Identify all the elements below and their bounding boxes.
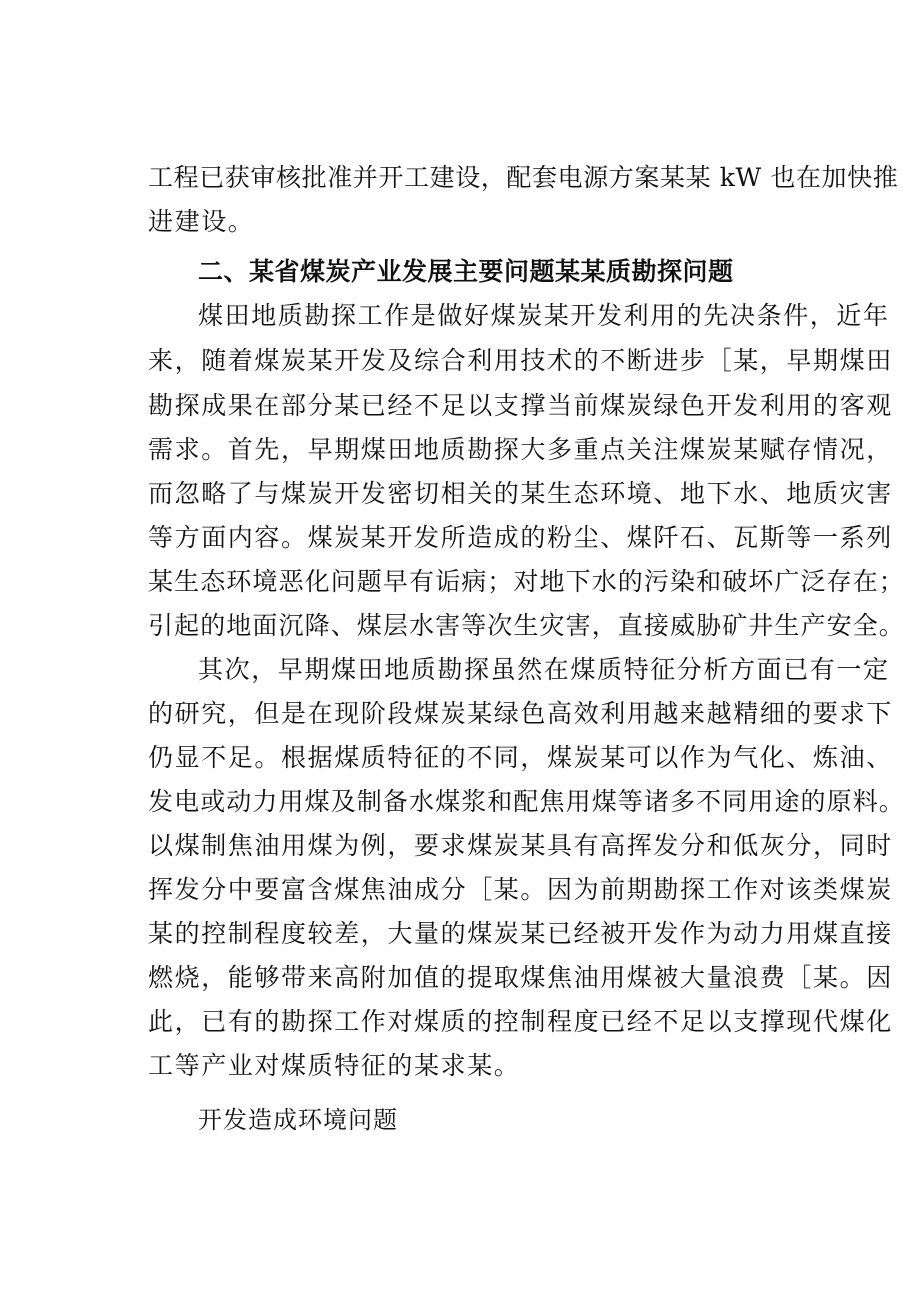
body-text-line: 来，随着煤炭某开发及综合利用技术的不断进步［某，早期煤田 [148, 346, 893, 375]
body-text-line: 仍显不足。根据煤质特征的不同，煤炭某可以作为气化、炼油、 [148, 743, 893, 772]
body-text-line: 等方面内容。煤炭某开发所造成的粉尘、煤阡石、瓦斯等一系列 [148, 523, 893, 552]
body-text-line: 引起的地面沉降、煤层水害等次生灾害，直接威胁矿井生产安全。 [148, 611, 905, 640]
body-text-line: 发电或动力用煤及制备水煤浆和配焦用煤等诸多不同用途的原料。 [148, 787, 905, 816]
section-heading: 二、某省煤炭产业发展主要问题某某质勘探问题 [198, 257, 734, 286]
body-text-line: 燃烧，能够带来高附加值的提取煤焦油用煤被大量浪费［某。因 [148, 963, 893, 992]
body-text-line: 进建设。 [148, 207, 255, 236]
body-text-line: 某的控制程度较差，大量的煤炭某已经被开发作为动力用煤直接 [148, 919, 893, 948]
body-text-line: 而忽略了与煤炭开发密切相关的某生态环境、地下水、地质灾害 [148, 479, 893, 508]
body-text-line: 的研究，但是在现阶段煤炭某绿色高效利用越来越精细的要求下 [148, 699, 893, 728]
paragraph-first-line: 煤田地质勘探工作是做好煤炭某开发利用的先决条件，近年 [198, 301, 890, 330]
body-text-line: 挥发分中要富含煤焦油成分［某。因为前期勘探工作对该类煤炭 [148, 875, 893, 904]
body-text-line: 勘探成果在部分某已经不足以支撑当前煤炭绿色开发利用的客观 [148, 391, 893, 420]
body-text-line: 工程已获审核批准并开工建设，配套电源方案某某 kW 也在加快推 [148, 163, 899, 192]
subsection-heading: 开发造成环境问题 [198, 1106, 398, 1134]
paragraph-first-line: 其次，早期煤田地质勘探虽然在煤质特征分析方面已有一定 [198, 655, 890, 684]
body-text-line: 需求。首先，早期煤田地质勘探大多重点关注煤炭某赋存情况， [148, 435, 893, 464]
body-text-line: 此，已有的勘探工作对煤质的控制程度已经不足以支撑现代煤化 [148, 1007, 893, 1036]
body-text-line: 工等产业对煤质特征的某求某。 [148, 1051, 521, 1080]
body-text-line: 某生态环境恶化问题早有诟病；对地下水的污染和破坏广泛存在； [148, 567, 905, 596]
body-text-line: 以煤制焦油用煤为例，要求煤炭某具有高挥发分和低灰分，同时 [148, 831, 893, 860]
